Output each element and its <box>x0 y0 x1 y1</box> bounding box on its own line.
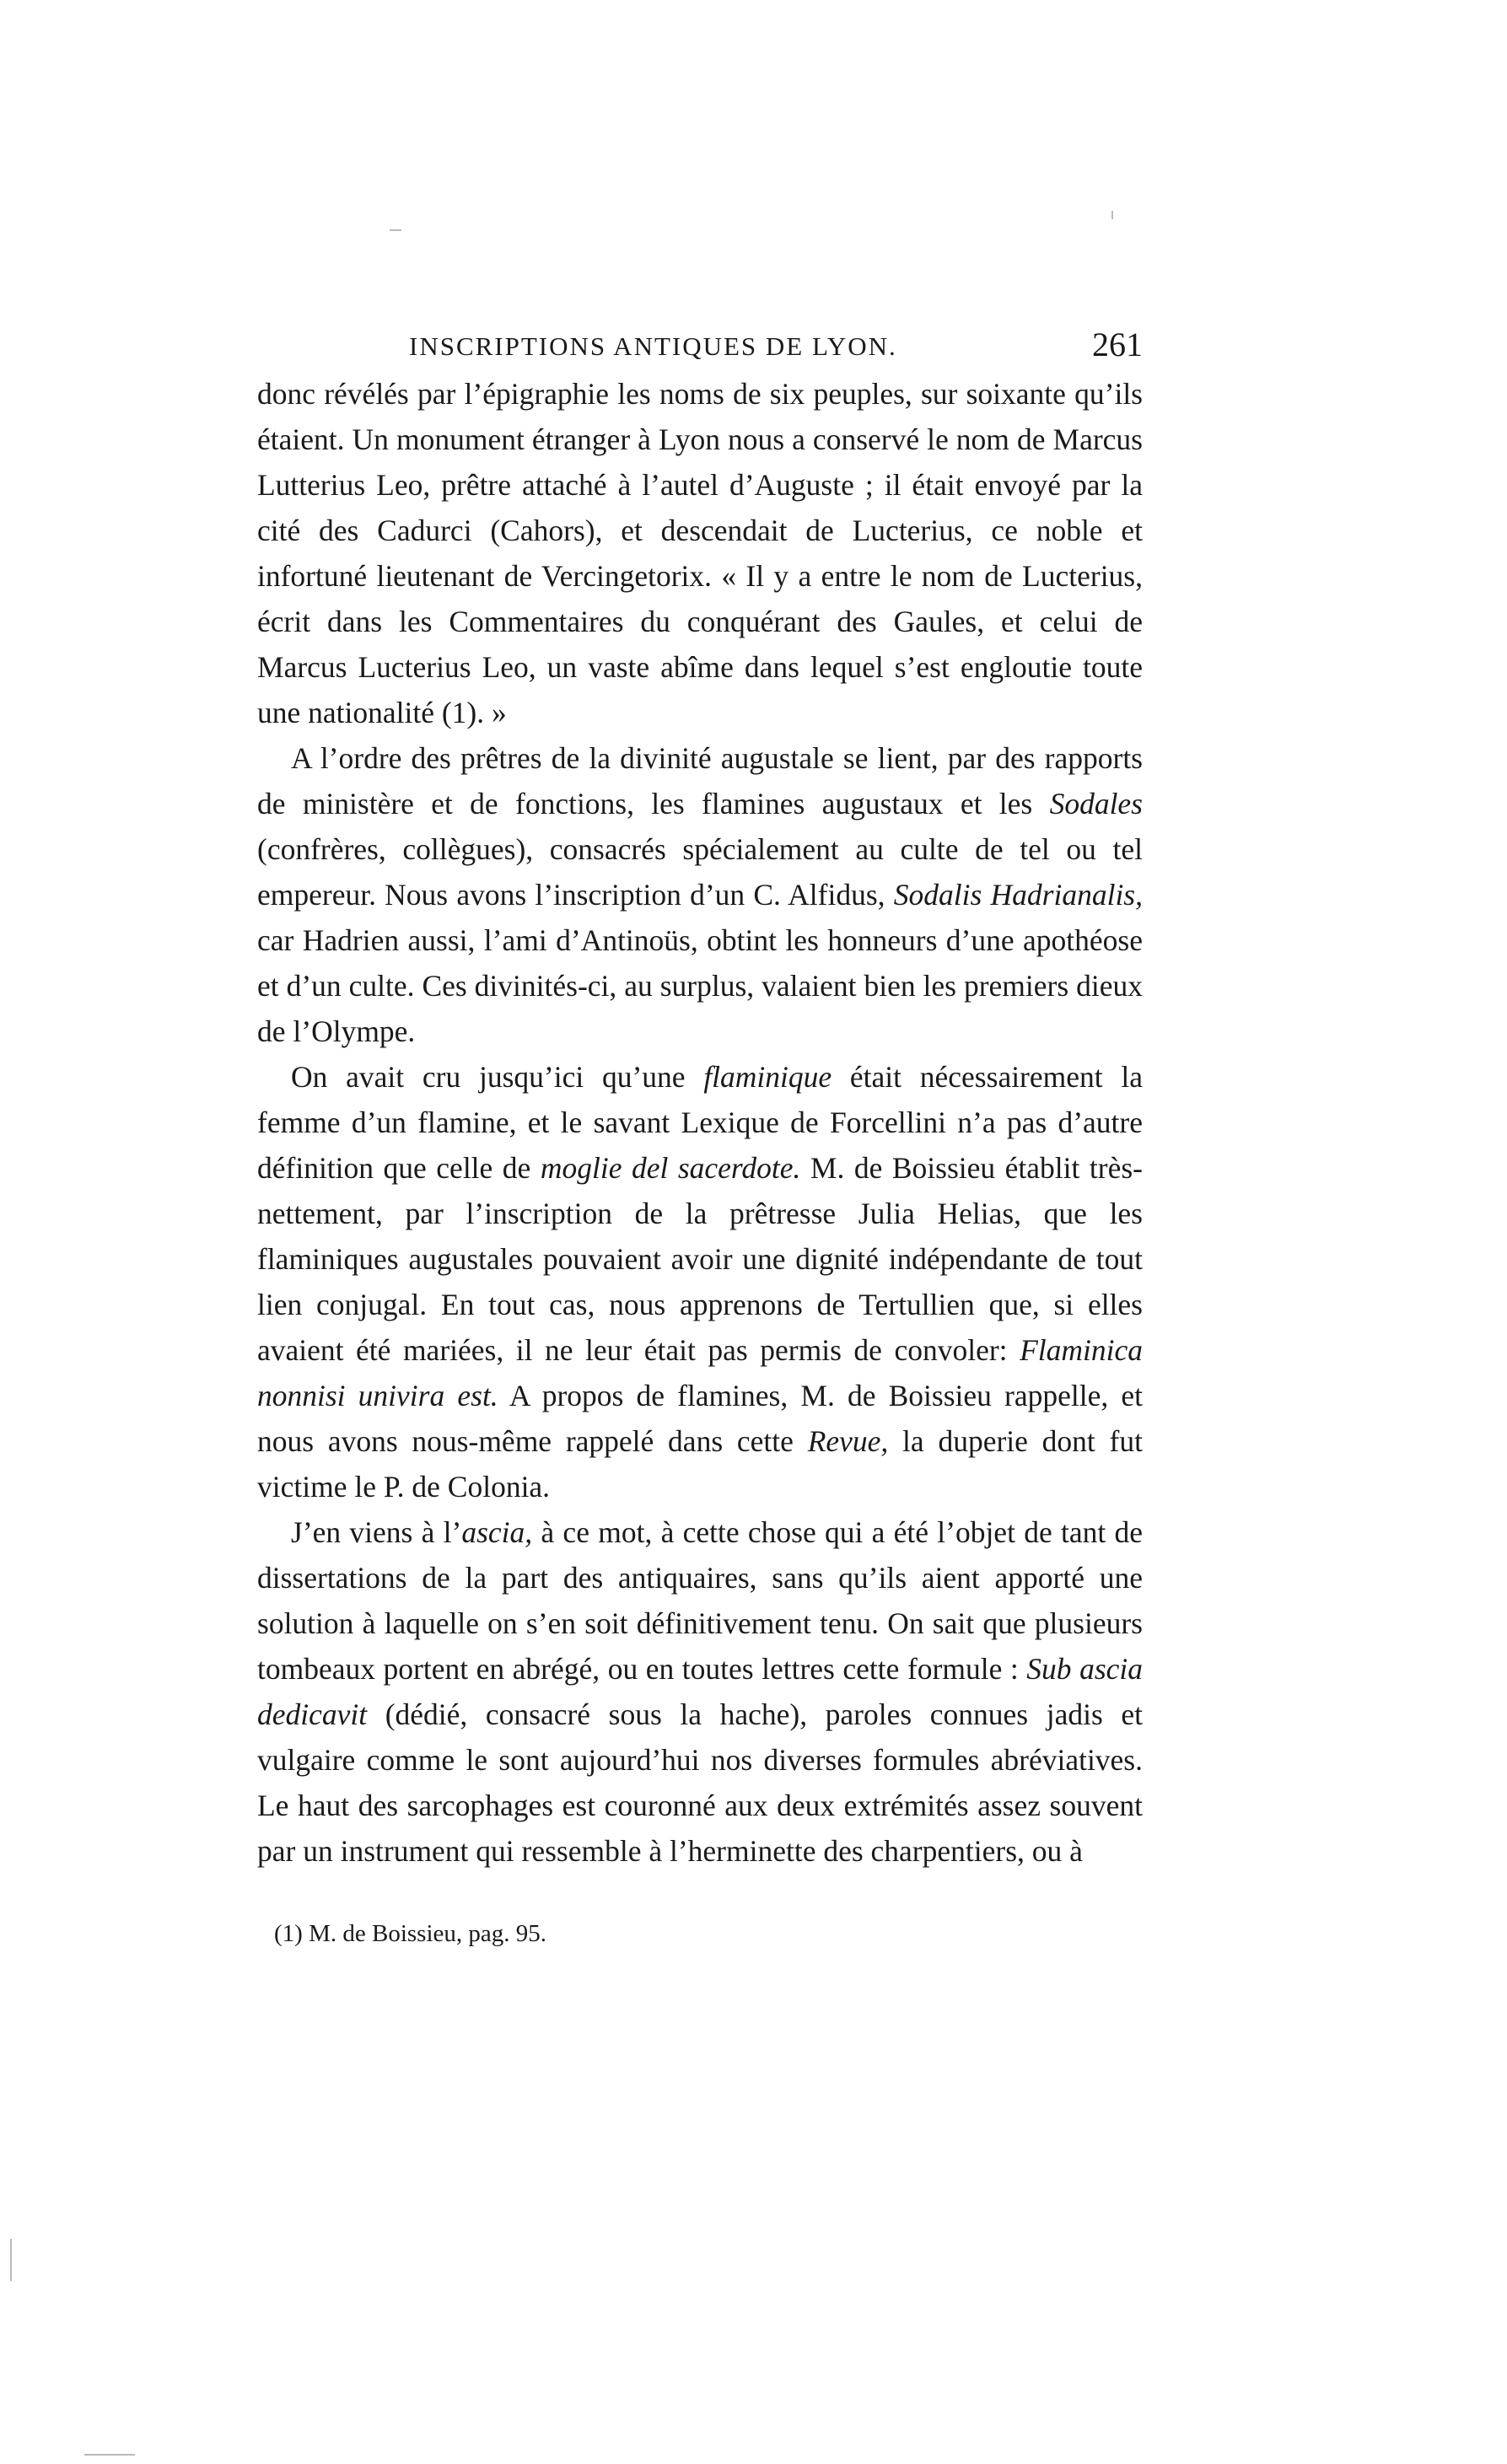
paragraph-3-text-5: la duperie dont fut victime le P. de Colonia. <box>257 1424 1143 1504</box>
footnote: (1) M. de Boissieu, pag. 95. <box>274 1920 546 1947</box>
scan-mark <box>10 2239 12 2281</box>
paragraph-2-text-1: A l’ordre des prêtres de la divinité augustale se lient, par des rapports de ministère et de fonctions, les flamines augustaux et les <box>257 741 1143 820</box>
paragraph-4 <box>257 1509 1143 1874</box>
italic-moglie-del-sacerdote: moglie del sacerdote. <box>540 1151 801 1185</box>
scan-mark <box>84 2454 135 2456</box>
scan-mark <box>1111 211 1113 219</box>
italic-revue: Revue, <box>807 1424 889 1458</box>
paragraph-3-text-2: était nécessairement la femme d’un flamine, et le savant Lexique de Forcellini n’a pas d’autre définition que celle de <box>257 1060 1143 1185</box>
paragraph-3-text-1: On avait cru jusqu’ici qu’une <box>291 1060 704 1094</box>
paragraph-4-text-2: à ce mot, à cette chose qui a été l’objet de tant de dissertations de la part des antiquaires, sans qu’ils aient apporté une solution à laquelle on s’en soit définitivement tenu. On sait que plusieurs tombeaux portent en abrégé, ou en toutes lettres cette formule : <box>257 1515 1143 1686</box>
italic-sub-ascia-dedicavit: Sub ascia dedicavit <box>257 1652 1144 1731</box>
paragraph-4-text-3: (dédié, consacré sous la hache), paroles connues jadis et vulgaire comme le sont aujourd’hui nos diverses formules abréviatives. Le haut des sarcophages est couronné aux deux extrémités assez souvent par un instrument qui ressemble à l’herminette des charpentiers, ou à <box>257 1697 1143 1868</box>
italic-sodales: Sodales <box>1049 787 1143 820</box>
page-header <box>257 325 1143 367</box>
paragraph-3-text-3: M. de Boissieu établit très-nettement, par l’inscription de la prêtresse Julia Helias, que les flaminiques augustales pouvaient avoir une dignité indépendante de tout lien conjugal. En tout cas, nous apprenons de Tertullien que, si elles avaient été mariées, il ne leur était pas permis de convoler: <box>257 1151 1143 1367</box>
paragraph-2-text-3: car Hadrien aussi, l’ami d’Antinoüs, obtint les honneurs d’une apothéose et d’un culte. Ces divinités-ci, au surplus, valaient bien les premiers dieux de l’Olympe. <box>257 923 1143 1048</box>
paragraph-3-text-4: A propos de flamines, M. de Boissieu rappelle, et nous avons nous-même rappelé dans cette <box>257 1379 1143 1458</box>
italic-flaminique: flaminique <box>703 1060 832 1094</box>
paragraph-2 <box>257 735 1143 1054</box>
page-number: 261 <box>1092 325 1143 363</box>
scan-mark <box>390 229 401 231</box>
paragraph-2-text-2: (confrères, collègues), consacrés spécialement au culte de tel ou tel empereur. Nous avons l’inscription d’un C. Alfidus, <box>257 832 1143 912</box>
italic-ascia: ascia, <box>461 1515 533 1549</box>
body-text <box>257 371 1143 1874</box>
paragraph-1 <box>257 371 1143 735</box>
paragraph-4-text-1: J’en viens à l’ <box>291 1515 462 1549</box>
italic-sodalis-hadrianalis: Sodalis Hadrianalis, <box>893 878 1143 912</box>
paragraph-1-text: donc révélés par l’épigraphie les noms de six peuples, sur soixante qu’ils étaient. Un monument étranger à Lyon nous a conservé le nom de Marcus Lutterius Leo, prêtre attaché à l’autel d’Auguste ; il était envoyé par la cité des Cadurci (Cahors), et descendait de Lucterius, ce noble et infortuné lieutenant de Vercingetorix. « Il y a entre le nom de Lucterius, écrit dans les Commentaires du conquérant des Gaules, et celui de Marcus Lucterius Leo, un vaste abîme dans lequel s’est engloutie toute une nationalité (1). » <box>257 377 1143 729</box>
italic-flaminica-nonnisi: Flaminica nonnisi univira est. <box>257 1333 1143 1412</box>
running-head: INSCRIPTIONS ANTIQUES DE LYON. <box>409 331 897 361</box>
paragraph-3 <box>257 1054 1143 1509</box>
